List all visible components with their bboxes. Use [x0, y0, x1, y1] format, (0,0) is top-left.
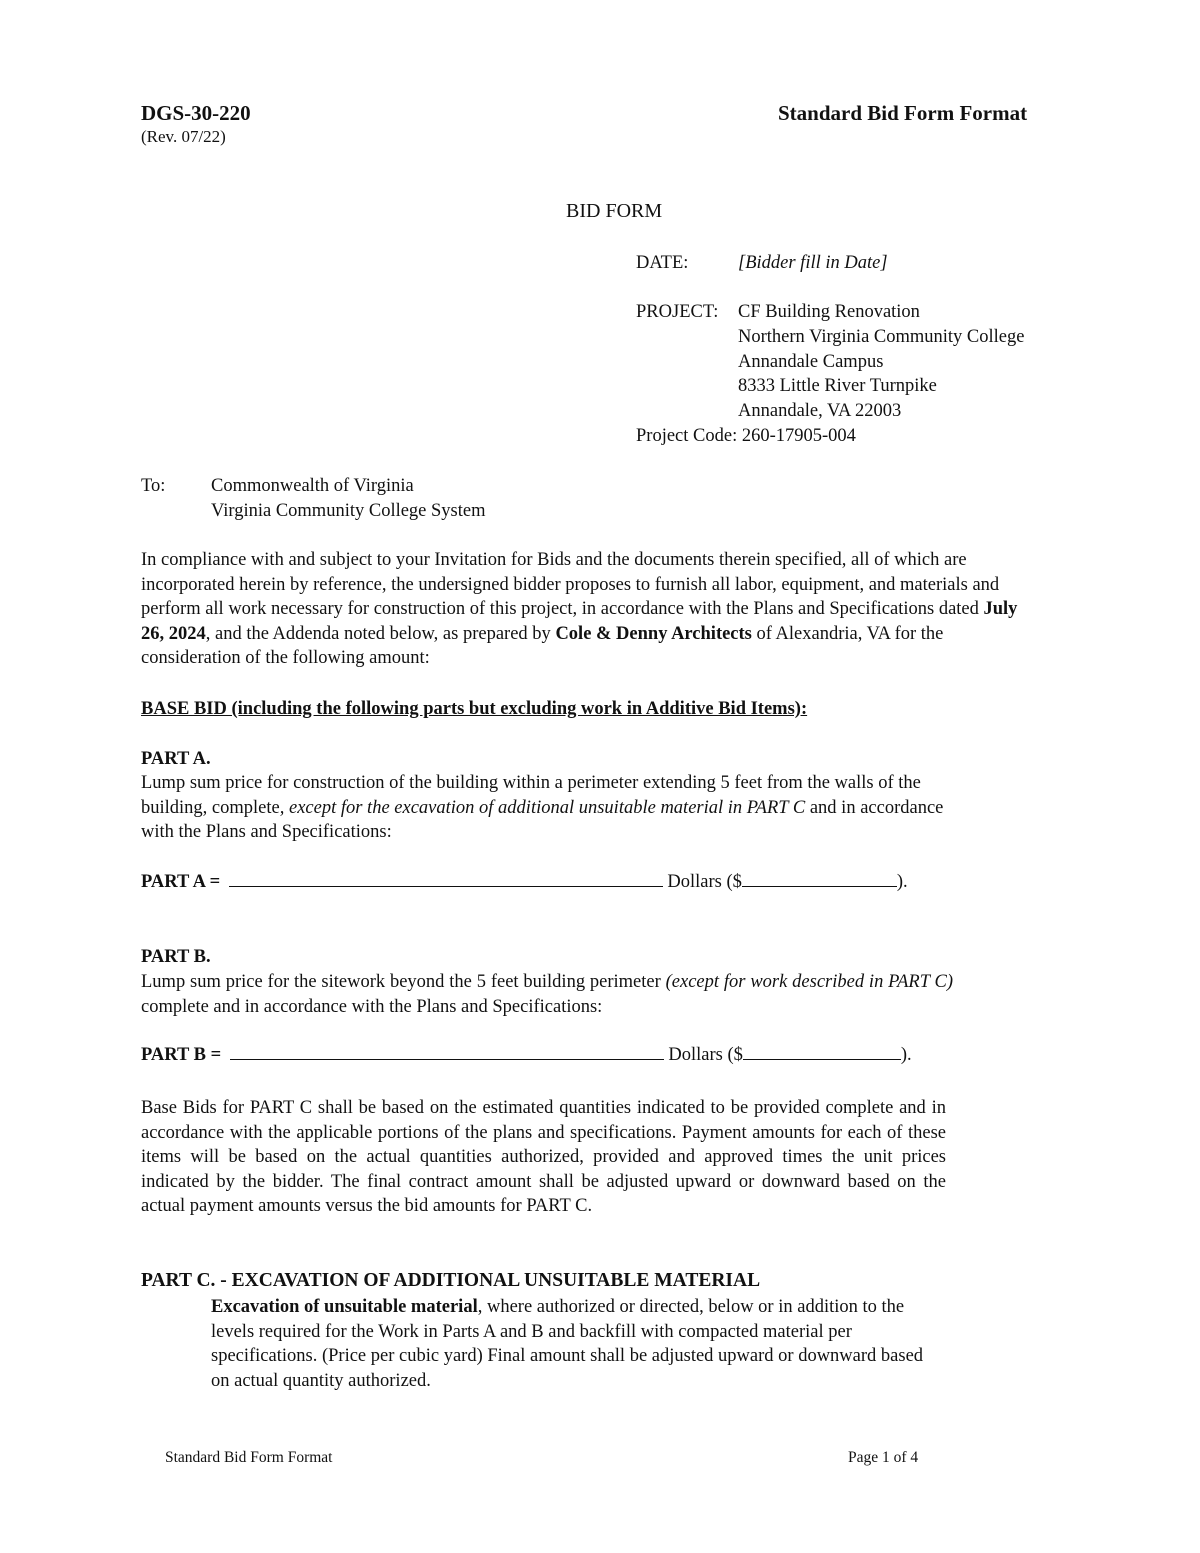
- part-a-label: PART A =: [141, 872, 221, 892]
- plans-date: July 26, 2024: [141, 599, 1018, 644]
- part-c-description: [211, 1295, 946, 1393]
- part-b-text: complete and in accordance with the Plans and Specifications:: [141, 996, 603, 1017]
- part-a-amount-words-field[interactable]: [229, 870, 663, 887]
- part-a-dollars-label: Dollars ($: [667, 872, 742, 892]
- part-a-description: [141, 771, 959, 845]
- project-line: Annandale Campus: [738, 352, 884, 372]
- footer-left: Standard Bid Form Format: [165, 1449, 333, 1466]
- part-b-amount-words-field[interactable]: [230, 1043, 664, 1060]
- part-c-text: , where authorized or directed, below or in addition to the levels required for the Work in Parts A and B and backfill with compacted material per specifications. (Price per cubic yard) Final amount shall be adjusted upward or downward based on actual quantity authorized.: [211, 1297, 924, 1391]
- page-title: BID FORM: [566, 200, 663, 222]
- part-a-text: and in accordance with the Plans and Specifications:: [141, 797, 944, 842]
- part-b-label: PART B =: [141, 1045, 222, 1065]
- date-label: DATE:: [636, 253, 689, 273]
- intro-paragraph: [141, 548, 1041, 671]
- part-b-exception: (except for work described in PART C): [665, 972, 953, 992]
- intro-text: In compliance with and subject to your Invitation for Bids and the documents therein specified, all of which are incorporated herein by reference, the undersigned bidder proposes to furnish all labor, equipment, and materials and perform all work necessary for construction of this project, in accordance with the Plans and Specifications dated: [141, 550, 1000, 619]
- part-a-exception: , except for the excavation of additional unsuitable material in PART C: [279, 797, 806, 818]
- project-line: 8333 Little River Turnpike: [738, 376, 937, 396]
- part-b-description: [141, 970, 953, 1019]
- part-b-heading: PART B.: [141, 947, 211, 967]
- form-revision: (Rev. 07/22): [141, 127, 226, 146]
- part-c-heading: PART C. - EXCAVATION OF ADDITIONAL UNSUITABLE MATERIAL: [141, 1270, 761, 1291]
- project-line: Northern Virginia Community College: [738, 327, 1025, 347]
- part-b-amount-row: [141, 1043, 912, 1068]
- part-a-amount-row: [141, 870, 908, 895]
- part-a-heading: PART A.: [141, 749, 211, 769]
- part-a-amount-numeric-field[interactable]: [742, 870, 897, 887]
- form-header-title: Standard Bid Form Format: [778, 101, 1028, 125]
- intro-text: , and the Addenda noted below, as prepared by: [205, 623, 556, 644]
- form-number: DGS-30-220: [141, 101, 251, 125]
- to-line: Commonwealth of Virginia: [211, 476, 414, 496]
- part-a-close: ).: [896, 872, 908, 892]
- date-value: [Bidder fill in Date]: [738, 253, 888, 273]
- part-b-dollars-label: Dollars ($: [668, 1045, 743, 1065]
- architect-name: Cole & Denny Architects: [555, 623, 752, 644]
- part-a-text: Lump sum price for construction of the building within a perimeter extending 5 feet from the walls of the building, complete: [141, 773, 921, 818]
- project-code: Project Code: 260-17905-004: [636, 426, 856, 446]
- part-c-lead: Excavation of unsuitable material: [211, 1297, 478, 1317]
- project-line: Annandale, VA 22003: [738, 401, 902, 421]
- project-label: PROJECT:: [636, 302, 719, 322]
- project-line: CF Building Renovation: [738, 302, 920, 322]
- part-b-close: ).: [900, 1045, 912, 1065]
- part-b-text: Lump sum price for the sitework beyond the 5 feet building perimeter: [141, 972, 666, 992]
- page-number: Page 1 of 4: [848, 1449, 919, 1466]
- part-b-amount-numeric-field[interactable]: [743, 1043, 901, 1060]
- to-label: To:: [141, 476, 166, 496]
- intro-text: of Alexandria, VA for the consideration of the following amount:: [141, 623, 944, 668]
- base-bids-note: Base Bids for PART C shall be based on the estimated quantities indicated to be provided complete and in accordance with the applicable portions of the plans and specifications. Payment amounts for each of these items will be based on the actual quantities authorized, provided and approved times the unit prices indicated by the bidder. The final contract amount shall be adjusted upward or downward based on the actual payment amounts versus the bid amounts for PART C.: [141, 1098, 946, 1216]
- base-bid-heading: BASE BID (including the following parts but excluding work in Additive Bid Items):: [141, 699, 808, 719]
- to-line: Virginia Community College System: [211, 501, 486, 521]
